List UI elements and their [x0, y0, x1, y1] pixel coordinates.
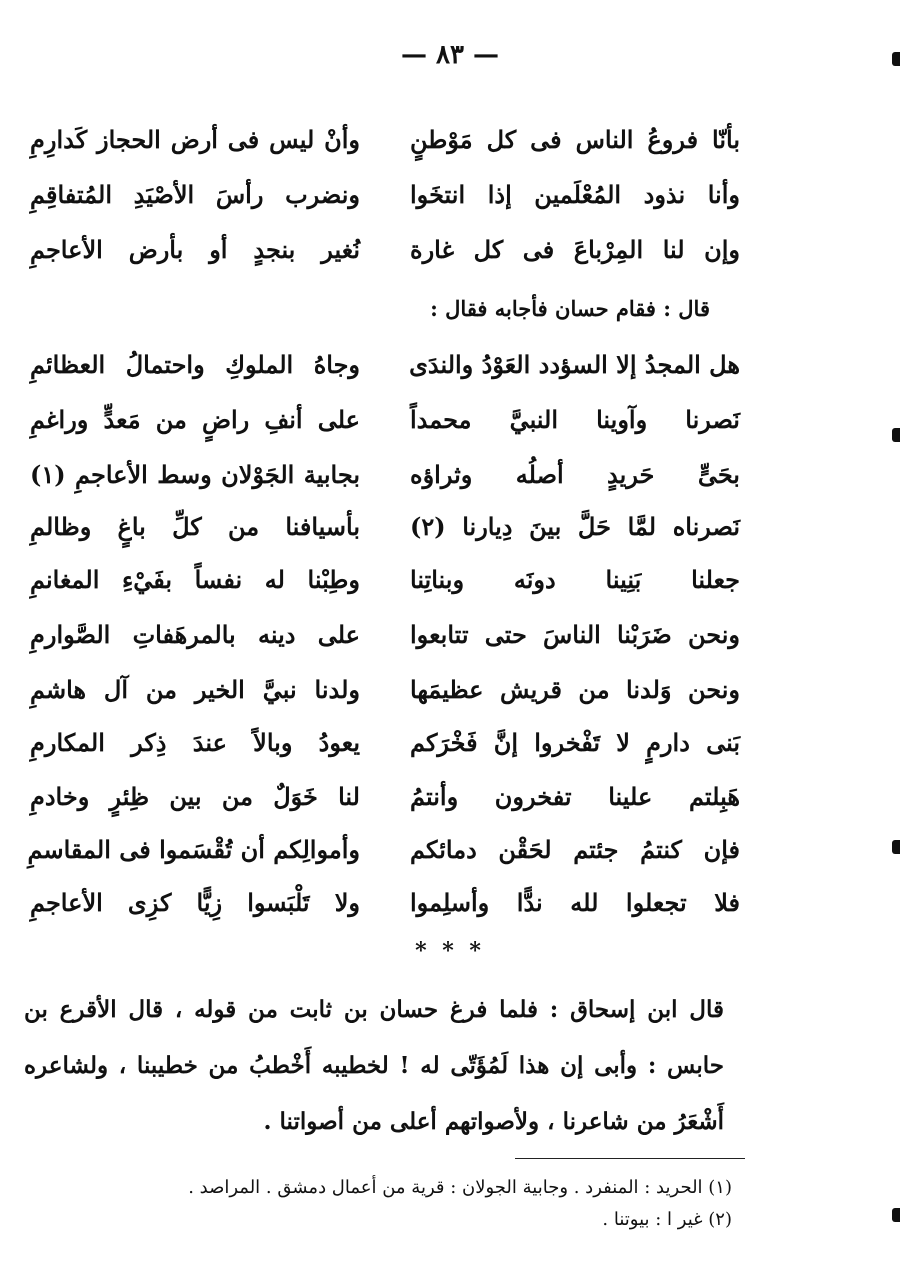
verse-line: [30, 235, 740, 285]
page-edge-mark: [892, 1208, 900, 1222]
verse-first-hemistich: وإن لنا المِرْباعَ فى كل غارة: [410, 235, 740, 264]
verse-line: [30, 350, 740, 400]
verse-second-hemistich: وأنْ ليس فى أرض الحجاز كَدارِمِ: [30, 125, 360, 154]
verse-first-hemistich: نَصرنا وآوينا النبيَّ محمداً: [410, 405, 740, 434]
verse-line: [30, 675, 740, 725]
verse-line: [30, 888, 740, 938]
verse-first-hemistich: بأنّا فروعُ الناس فى كل مَوْطنٍ: [410, 125, 740, 154]
verse-line: [30, 782, 740, 832]
verse-first-hemistich: بَنى دارمٍ لا تَفْخروا إنَّ فَخْرَكم: [410, 728, 740, 757]
verse-first-hemistich: ونحن ضَرَبْنا الناسَ حتى تتابعوا: [410, 620, 740, 649]
page-edge-mark: [892, 840, 900, 854]
verse-first-hemistich: هَبِلتم علينا تفخرون وأنتمُ: [410, 782, 740, 811]
verse-second-hemistich: ولا تَلْبَسوا زِيًّا كزِى الأعاجمِ: [30, 888, 360, 917]
verse-second-hemistich: نُغير بنجدٍ أو بأرض الأعاجمِ: [30, 235, 360, 264]
verse-first-hemistich: فإن كنتمُ جئتم لحَقْن دمائكم: [410, 835, 740, 864]
verse-second-hemistich: وجاهُ الملوكِ واحتمالُ العظائمِ: [30, 350, 360, 379]
footnotes: [188, 1172, 732, 1236]
verse-first-hemistich: وأنا نذود المُعْلَمين إذا انتخَوا: [410, 180, 740, 209]
verse-second-hemistich: وطِبْنا له نفساً بفَيْءِ المغانمِ: [30, 565, 360, 594]
verse-second-hemistich: على أنفِ راضٍ من مَعدٍّ وراغمِ: [30, 405, 360, 434]
verse-first-hemistich: هل المجدُ إلا السؤدد العَوْدُ والندَى: [409, 350, 740, 379]
verse-first-hemistich: بحَىٍّ حَريدٍ أصلُه وثراؤه: [410, 460, 740, 489]
verse-first-hemistich: فلا تجعلوا لله ندًّا وأسلِموا: [410, 888, 740, 917]
footnote-2: (٢) غير ا : بيوتنا .: [602, 1209, 732, 1230]
page-edge-mark: [892, 52, 900, 66]
verse-line: [30, 180, 740, 230]
verse-second-hemistich: ولدنا نبيَّ الخير من آل هاشمِ: [30, 675, 360, 704]
verse-first-hemistich: جعلنا بَنِينا دونَه وبناتِنا: [410, 565, 740, 594]
prose-paragraph: قال ابن إسحاق : فلما فرغ حسان بن ثابت من قوله ، قال الأقرع بن حابس : وأبى إن هذا لَمُؤَتّى له ! لخطيبه أَخْطبُ من خطيبنا ، ولشاعره أَشْعَرُ من شاعرنا ، ولأصواتهم أعلى من أصواتنا .: [24, 996, 725, 1135]
footnote-divider: [515, 1158, 745, 1159]
narration-intro: قال : فقام حسان فأجابه فقال :: [430, 296, 710, 321]
verse-line: [30, 405, 740, 455]
verse-line: [30, 460, 740, 510]
verse-second-hemistich: وأموالِكم أن تُقْسَموا فى المقاسمِ: [27, 835, 360, 864]
verse-second-hemistich: لنا خَوَلٌ من بين ظِئرٍ وخادمِ: [30, 782, 360, 811]
verse-second-hemistich: بجابية الجَوْلان وسط الأعاجمِ (١): [30, 460, 360, 489]
verse-second-hemistich: على دينه بالمرهَفاتِ الصَّوارمِ: [30, 620, 360, 649]
verse-line: [30, 565, 740, 615]
verse-second-hemistich: يعودُ وبالاً عندَ ذِكر المكارمِ: [30, 728, 360, 757]
verse-line: [30, 125, 740, 175]
verse-first-hemistich: نَصرناه لمَّا حَلَّ بينَ دِيارنا (٢): [410, 512, 740, 541]
verse-line: [30, 620, 740, 670]
verse-second-hemistich: ونضرب رأسَ الأصْيَدِ المُتفاقِمِ: [30, 180, 360, 209]
verse-line: [30, 512, 740, 562]
section-separator: * * *: [415, 938, 485, 964]
verse-first-hemistich: ونحن وَلدنا من قريش عظيمَها: [410, 675, 740, 704]
page-number: — ٨٣ —: [400, 40, 500, 70]
verse-line: [30, 728, 740, 778]
verse-second-hemistich: بأسيافنا من كلِّ باغٍ وظالمِ: [30, 512, 360, 541]
page-edge-mark: [892, 428, 900, 442]
footnote-1: (١) الحريد : المنفرد . وجابية الجولان : قرية من أعمال دمشق . المراصد .: [188, 1177, 732, 1198]
verse-line: [27, 835, 740, 885]
